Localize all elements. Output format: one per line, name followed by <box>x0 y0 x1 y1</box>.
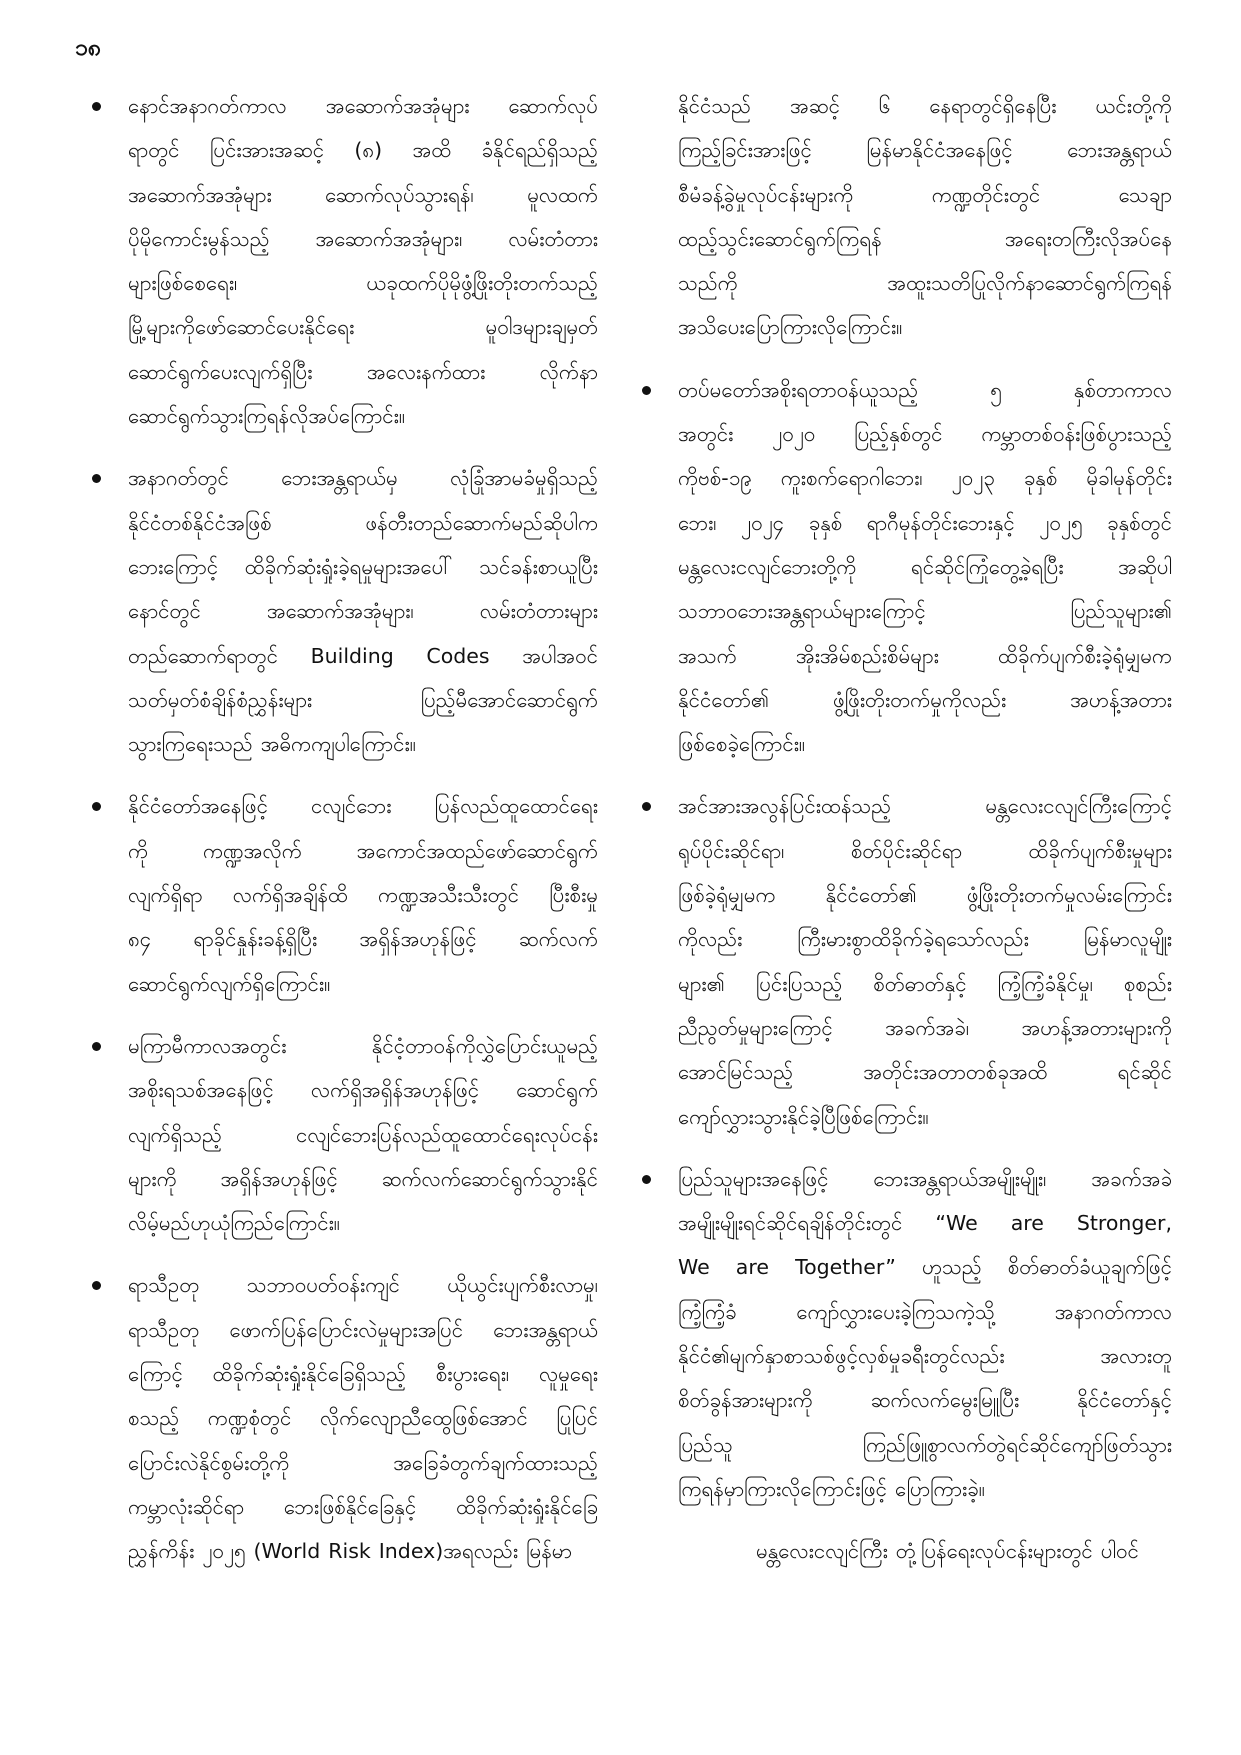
text-line: အနာဂတ်တွင် ဘေးအန္တရာယ်မှ လုံခြုံအာမခံမှုရှိသည့် <box>128 466 598 491</box>
text-line: နိုင်ငံ၏မျက်နှာစာသစ်ဖွင့်လှစ်မှုခရီးတွင်လည်း အလားတူ <box>678 1344 1172 1369</box>
bullet-icon <box>642 802 651 811</box>
text-line: များကို အရှိန်အဟုန်ဖြင့် ဆက်လက်ဆောင်ရွက်သွားနိုင် <box>128 1166 598 1191</box>
text-line: ကမ္ဘာလုံးဆိုင်ရာ ဘေးဖြစ်နိုင်ခြေနှင့် ထိခိုက်ဆုံးရှုံးနိုင်ခြေ <box>128 1494 598 1519</box>
text-line: နိုင်ငံတစ်နိုင်ငံအဖြစ် ဖန်တီးတည်ဆောက်မည်ဆိုပါက <box>128 510 598 535</box>
text-line: နောင်တွင် အဆောက်အအုံများ၊ လမ်းတံတားများ <box>128 599 598 624</box>
text-line: ရာသီဥတု ဖောက်ပြန်ပြောင်းလဲမှုများအပြင် ဘေးအန္တရာယ် <box>128 1317 598 1342</box>
bullet-item <box>632 368 1172 767</box>
text-line: ရာတွင် ပြင်းအားအဆင့် (၈) အထိ ခံနိုင်ရည်ရှိသည့် <box>128 138 598 163</box>
bullet-item <box>82 1024 598 1245</box>
text-line: စသည့် ကဏ္ဍစုံတွင် လိုက်လျောညီထွေဖြစ်အောင် ပြုပြင် <box>128 1406 598 1431</box>
text-line: လျက်ရှိသည့် ငလျင်ဘေးပြန်လည်ထူထောင်ရေးလုပ်ငန်း <box>128 1122 598 1147</box>
text-line: သည်ကို အထူးသတိပြုလိုက်နာဆောင်ရွက်ကြရန် <box>678 271 1172 296</box>
bullet-icon <box>92 102 101 111</box>
text-line: ဘေးကြောင့် ထိခိုက်ဆုံးရှုံးခဲ့ရမှုများအပေါ် သင်ခန်းစာယူပြီး <box>128 554 598 579</box>
text-line: ကြောင့် ထိခိုက်ဆုံးရှုံးနိုင်ခြေရှိသည့် စီးပွားရေး၊ လူမှုရေး <box>128 1362 598 1387</box>
text-line: ကိုလည်း ကြီးမားစွာထိခိုက်ခဲ့ရသော်လည်း မြန်မာလူမျိုး <box>678 927 1172 952</box>
bullet-icon <box>92 474 101 483</box>
right-column <box>632 84 1172 1592</box>
text-line: သွားကြရေးသည် အဓိကကျပါကြောင်း။ <box>128 732 416 757</box>
bullet-item <box>82 456 598 766</box>
text-line: ဘေး၊ ၂၀၂၄ ခုနှစ် ရာဂီမုန်တိုင်းဘေးနှင့် ၂၀၂၅ ခုနှစ်တွင် <box>678 510 1172 535</box>
text-line: အင်အားအလွန်ပြင်းထန်သည့် မန္တလေးငလျင်ကြီးကြောင့် <box>678 794 1172 819</box>
text-line: စိတ်ခွန်အားများကို ဆက်လက်မွေးမြူပြီး နိုင်ငံတော်နှင့် <box>678 1388 1172 1413</box>
text-line: ဆောင်ရွက်လျက်ရှိကြောင်း။ <box>128 971 331 996</box>
bullet-icon <box>642 386 651 395</box>
text-line: လျက်ရှိရာ လက်ရှိအချိန်ထိ ကဏ္ဍအသီးသီးတွင် ပြီးစီးမှု <box>128 883 598 908</box>
text-line: များဖြစ်စေရေး၊ ယခုထက်ပိုမိုဖွံ့ဖြိုးတိုးတက်သည့် <box>128 271 598 296</box>
text-line: ပြည်သူ ကြည်ဖြူစွာလက်တွဲရင်ဆိုင်ကျော်ဖြတ်သွား <box>678 1432 1172 1457</box>
text-line: ကို ကဏ္ဍအလိုက် အကောင်အထည်ဖော်ဆောင်ရွက် <box>128 838 598 863</box>
text-line: လိမ့်မည်ဟုယုံကြည်ကြောင်း။ <box>128 1211 340 1236</box>
text-line: မြို့များကိုဖော်ဆောင်ပေးနိုင်ရေး မူဝါဒများချမှတ် <box>128 315 598 340</box>
text-line: အဆောက်အအုံများ ဆောက်လုပ်သွားရန်၊ မူလထက် <box>128 182 598 207</box>
text-line: ကိုဗစ်-၁၉ ကူးစက်ရောဂါဘေး၊ ၂၀၂၃ ခုနှစ် မိုခါမုန်တိုင်း <box>678 466 1172 491</box>
bullet-icon <box>92 1042 101 1051</box>
bullet-item <box>82 84 598 438</box>
bullet-item <box>632 784 1172 1138</box>
text-line: ဆောင်ရွက်သွားကြရန်လိုအပ်ကြောင်း။ <box>128 404 406 429</box>
paragraph <box>632 1529 1172 1573</box>
text-line: ညီညွတ်မှုများကြောင့် အခက်အခဲ၊ အဟန့်အတားများကို <box>678 1015 1172 1040</box>
text-line: We are Together” ဟူသည့် စိတ်ဓာတ်ခံယူချက်ဖြင့် <box>678 1255 1172 1280</box>
text-line: နိုင်ငံသည် အဆင့် ၆ နေရာတွင်ရှိနေပြီး ယင်းတို့ကို <box>678 94 1172 118</box>
text-line: နောင်အနာဂတ်ကာလ အဆောက်အအုံများ ဆောက်လုပ် <box>128 94 598 118</box>
bullet-icon <box>642 1175 651 1184</box>
text-line: ကြရန်မှာကြားလိုကြောင်းဖြင့် ပြောကြားခဲ့။ <box>678 1476 985 1501</box>
text-line: ကြံ့ကြံ့ခံ ကျော်လွှားပေးခဲ့ကြသကဲ့သို့ အနာဂတ်ကာလ <box>678 1299 1172 1324</box>
text-line: ဆောင်ရွက်ပေးလျက်ရှိပြီး အလေးနက်ထား လိုက်နာ <box>128 359 598 384</box>
text-line: တည်ဆောက်ရာတွင် Building Codes အပါအဝင် <box>128 643 598 668</box>
text-line: ပြည်သူများအနေဖြင့် ဘေးအန္တရာယ်အမျိုးမျိုး၊ အခက်အခဲ <box>678 1166 1172 1191</box>
page-number: ၁၈ <box>75 35 102 61</box>
text-line: ညွှန်ကိန်း ၂၀၂၅ (World Risk Index)အရလည်း မြန်မာ <box>128 1539 572 1564</box>
text-line: ပိုမိုကောင်းမွန်သည့် အဆောက်အအုံများ၊ လမ်းတံတား <box>128 226 598 251</box>
text-line: ဖြစ်ခဲ့ရုံမျှမက နိုင်ငံတော်၏ ဖွံ့ဖြိုးတိုးတက်မှုလမ်းကြောင်း <box>678 883 1172 908</box>
text-line: စီမံခန့်ခွဲမှုလုပ်ငန်းများကို ကဏ္ဍတိုင်းတွင် သေချာ <box>678 182 1172 207</box>
text-line: များ၏ ပြင်းပြသည့် စိတ်ဓာတ်နှင့် ကြံ့ကြံ့ခံနိုင်မှု၊ စုစည်း <box>678 971 1172 996</box>
bullet-item <box>82 1263 598 1573</box>
text-line: အစိုးရသစ်အနေဖြင့် လက်ရှိအရှိန်အဟုန်ဖြင့် ဆောင်ရွက် <box>128 1078 598 1103</box>
text-line: မန္တလေးငလျင်ကြီး တုံ့ပြန်ရေးလုပ်ငန်းများတွင် ပါဝင် <box>756 1539 1139 1564</box>
text-line: ရုပ်ပိုင်းဆိုင်ရာ၊ စိတ်ပိုင်းဆိုင်ရာ ထိခိုက်ပျက်စီးမှုများ <box>678 838 1172 863</box>
text-line: နိုင်ငံတော်အနေဖြင့် ငလျင်ဘေး ပြန်လည်ထူထောင်ရေး <box>128 794 598 819</box>
text-line: ထည့်သွင်းဆောင်ရွက်ကြရန် အရေးတကြီးလိုအပ်နေ <box>678 226 1172 251</box>
bullet-icon <box>92 1281 101 1290</box>
text-line: အတွင်း ၂၀၂၀ ပြည့်နှစ်တွင် ကမ္ဘာတစ်ဝန်းဖြစ်ပွားသည့် <box>678 422 1172 447</box>
text-line: နိုင်ငံတော်၏ ဖွံ့ဖြိုးတိုးတက်မှုကိုလည်း အဟန့်အတား <box>678 687 1172 712</box>
text-line: မကြာမီကာလအတွင်း နိုင်ငံ့တာဝန်ကိုလွှဲပြောင်းယူမည့် <box>128 1033 598 1058</box>
text-line: ၈၄ ရာခိုင်နှုန်းခန့်ရှိပြီး အရှိန်အဟုန်ဖြင့် ဆက်လက် <box>128 927 598 952</box>
bullet-icon <box>92 802 101 811</box>
bullet-item <box>82 784 598 1005</box>
text-line: ကျော်လွှားသွားနိုင်ခဲ့ပြီဖြစ်ကြောင်း။ <box>678 1104 929 1129</box>
text-line: ပြောင်းလဲနိုင်စွမ်းတို့ကို အခြေခံတွက်ချက်ထားသည့် <box>128 1450 598 1475</box>
text-line: သဘာဝဘေးအန္တရာယ်များကြောင့် ပြည်သူများ၏ <box>678 599 1172 624</box>
text-line: ကြည့်ခြင်းအားဖြင့် မြန်မာနိုင်ငံအနေဖြင့် ဘေးအန္တရာယ် <box>678 138 1172 163</box>
text-line: သတ်မှတ်စံချိန်စံညွှန်းများ ပြည့်မီအောင်ဆောင်ရွက် <box>128 687 598 712</box>
text-line: အသိပေးပြောကြားလိုကြောင်း။ <box>678 315 903 340</box>
bullet-item <box>632 1157 1172 1511</box>
text-line: မန္တလေးငလျင်ဘေးတို့ကို ရင်ဆိုင်ကြုံတွေ့ခဲ့ရပြီး အဆိုပါ <box>678 554 1172 579</box>
text-line: အမျိုးမျိုးရင်ဆိုင်ရချိန်တိုင်းတွင် “We are Stronger, <box>678 1211 1172 1236</box>
text-line: ဖြစ်စေခဲ့ကြောင်း။ <box>678 732 806 757</box>
left-column <box>82 84 598 1592</box>
text-line: တပ်မတော်အစိုးရတာဝန်ယူသည့် ၅ နှစ်တာကာလ <box>678 377 1172 402</box>
paragraph <box>632 84 1172 350</box>
text-line: အောင်မြင်သည့် အတိုင်းအတာတစ်ခုအထိ ရင်ဆိုင် <box>678 1060 1172 1085</box>
text-line: ရာသီဥတု သဘာဝပတ်ဝန်းကျင် ယိုယွင်းပျက်စီးလာမှု၊ <box>128 1273 598 1298</box>
text-line: အသက် အိုးအိမ်စည်းစိမ်များ ထိခိုက်ပျက်စီးခဲ့ရုံမျှမက <box>678 643 1172 668</box>
